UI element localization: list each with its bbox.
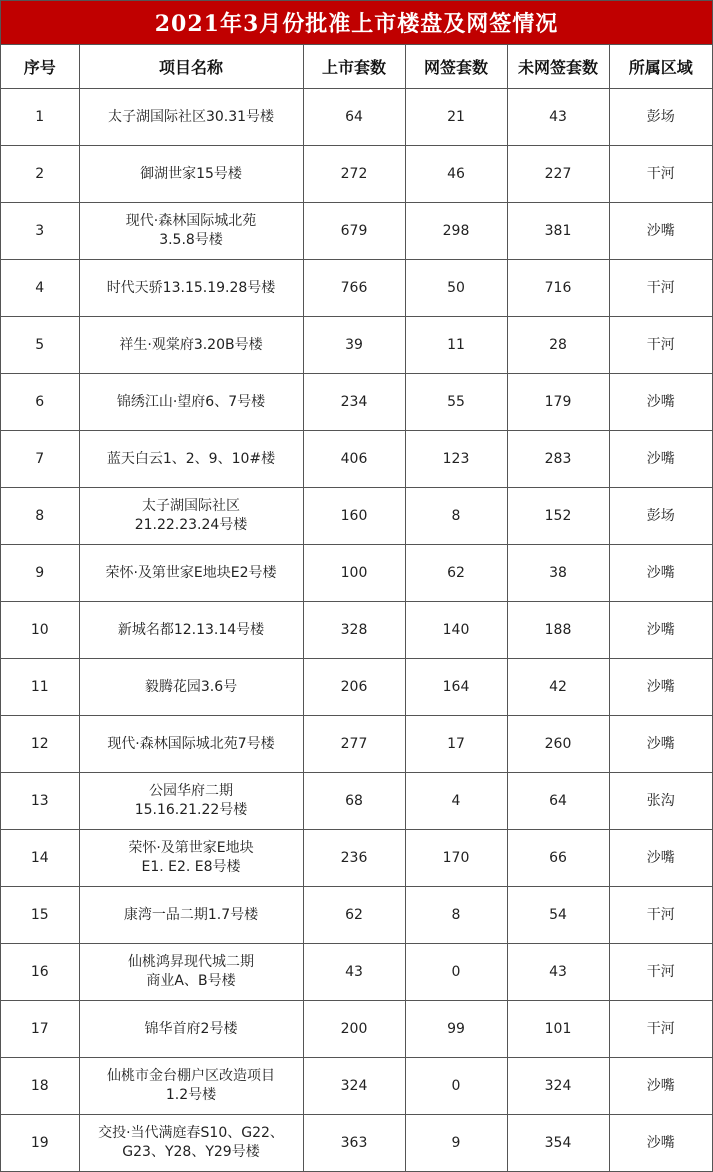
cell-index: 17 — [1, 1001, 79, 1058]
cell-unsigned-units: 54 — [507, 887, 609, 944]
header-district: 所属区域 — [609, 45, 712, 89]
cell-index: 18 — [1, 1058, 79, 1115]
cell-listed-units: 206 — [303, 659, 405, 716]
header-project-name: 项目名称 — [79, 45, 303, 89]
table-row — [1, 887, 712, 944]
cell-project-name: 现代·森林国际城北苑7号楼 — [79, 716, 303, 773]
cell-listed-units: 39 — [303, 317, 405, 374]
cell-unsigned-units: 101 — [507, 1001, 609, 1058]
cell-unsigned-units: 188 — [507, 602, 609, 659]
cell-index: 19 — [1, 1115, 79, 1172]
cell-index: 7 — [1, 431, 79, 488]
table-row — [1, 260, 712, 317]
cell-listed-units: 236 — [303, 830, 405, 887]
cell-district: 干河 — [609, 887, 712, 944]
cell-project-name: 蓝天白云1、2、9、10#楼 — [79, 431, 303, 488]
cell-district: 沙嘴 — [609, 1058, 712, 1115]
cell-unsigned-units: 28 — [507, 317, 609, 374]
table-row — [1, 488, 712, 545]
cell-listed-units: 100 — [303, 545, 405, 602]
cell-unsigned-units: 43 — [507, 944, 609, 1001]
cell-listed-units: 160 — [303, 488, 405, 545]
cell-index: 15 — [1, 887, 79, 944]
cell-unsigned-units: 260 — [507, 716, 609, 773]
cell-index: 11 — [1, 659, 79, 716]
table-body — [1, 89, 712, 1172]
cell-district: 沙嘴 — [609, 203, 712, 260]
cell-project-name: 太子湖国际社区30.31号楼 — [79, 89, 303, 146]
cell-index: 14 — [1, 830, 79, 887]
cell-district: 干河 — [609, 944, 712, 1001]
cell-project-name: 御湖世家15号楼 — [79, 146, 303, 203]
cell-signed-units: 99 — [405, 1001, 507, 1058]
cell-unsigned-units: 381 — [507, 203, 609, 260]
cell-unsigned-units: 66 — [507, 830, 609, 887]
cell-listed-units: 679 — [303, 203, 405, 260]
table-row — [1, 716, 712, 773]
cell-index: 3 — [1, 203, 79, 260]
cell-index: 2 — [1, 146, 79, 203]
cell-unsigned-units: 179 — [507, 374, 609, 431]
cell-district: 干河 — [609, 146, 712, 203]
cell-district: 沙嘴 — [609, 545, 712, 602]
cell-listed-units: 62 — [303, 887, 405, 944]
header-unsigned-units: 未网签套数 — [507, 45, 609, 89]
cell-signed-units: 170 — [405, 830, 507, 887]
cell-project-name: 祥生·观棠府3.20B号楼 — [79, 317, 303, 374]
cell-index: 6 — [1, 374, 79, 431]
cell-index: 8 — [1, 488, 79, 545]
cell-signed-units: 9 — [405, 1115, 507, 1172]
cell-district: 沙嘴 — [609, 602, 712, 659]
cell-index: 1 — [1, 89, 79, 146]
cell-listed-units: 766 — [303, 260, 405, 317]
cell-district: 彭场 — [609, 89, 712, 146]
cell-signed-units: 123 — [405, 431, 507, 488]
cell-listed-units: 200 — [303, 1001, 405, 1058]
header-signed-units: 网签套数 — [405, 45, 507, 89]
cell-district: 沙嘴 — [609, 1115, 712, 1172]
cell-signed-units: 21 — [405, 89, 507, 146]
cell-index: 4 — [1, 260, 79, 317]
cell-signed-units: 55 — [405, 374, 507, 431]
cell-project-name: 现代·森林国际城北苑 3.5.8号楼 — [79, 203, 303, 260]
cell-district: 沙嘴 — [609, 431, 712, 488]
cell-listed-units: 324 — [303, 1058, 405, 1115]
cell-signed-units: 164 — [405, 659, 507, 716]
cell-unsigned-units: 716 — [507, 260, 609, 317]
cell-signed-units: 4 — [405, 773, 507, 830]
table-row — [1, 374, 712, 431]
cell-listed-units: 363 — [303, 1115, 405, 1172]
cell-index: 16 — [1, 944, 79, 1001]
cell-project-name: 锦华首府2号楼 — [79, 1001, 303, 1058]
header-index: 序号 — [1, 45, 79, 89]
cell-project-name: 时代天骄13.15.19.28号楼 — [79, 260, 303, 317]
cell-listed-units: 272 — [303, 146, 405, 203]
table-row — [1, 1115, 712, 1172]
cell-district: 彭场 — [609, 488, 712, 545]
cell-district: 沙嘴 — [609, 716, 712, 773]
cell-project-name: 荣怀·及第世家E地块E2号楼 — [79, 545, 303, 602]
cell-signed-units: 0 — [405, 1058, 507, 1115]
table-row — [1, 317, 712, 374]
cell-signed-units: 50 — [405, 260, 507, 317]
cell-unsigned-units: 324 — [507, 1058, 609, 1115]
cell-unsigned-units: 43 — [507, 89, 609, 146]
table-row — [1, 773, 712, 830]
cell-unsigned-units: 227 — [507, 146, 609, 203]
cell-project-name: 荣怀·及第世家E地块 E1. E2. E8号楼 — [79, 830, 303, 887]
cell-listed-units: 68 — [303, 773, 405, 830]
listing-table — [1, 45, 712, 1171]
cell-signed-units: 298 — [405, 203, 507, 260]
cell-project-name: 太子湖国际社区 21.22.23.24号楼 — [79, 488, 303, 545]
header-row — [1, 45, 712, 89]
table-row — [1, 602, 712, 659]
cell-district: 沙嘴 — [609, 830, 712, 887]
cell-signed-units: 8 — [405, 887, 507, 944]
cell-project-name: 公园华府二期 15.16.21.22号楼 — [79, 773, 303, 830]
cell-unsigned-units: 38 — [507, 545, 609, 602]
cell-district: 沙嘴 — [609, 374, 712, 431]
cell-district: 干河 — [609, 260, 712, 317]
cell-district: 沙嘴 — [609, 659, 712, 716]
cell-project-name: 仙桃市金台棚户区改造项目 1.2号楼 — [79, 1058, 303, 1115]
cell-district: 干河 — [609, 317, 712, 374]
cell-listed-units: 64 — [303, 89, 405, 146]
table-row — [1, 830, 712, 887]
table-row — [1, 1058, 712, 1115]
table-row — [1, 659, 712, 716]
cell-listed-units: 43 — [303, 944, 405, 1001]
cell-unsigned-units: 152 — [507, 488, 609, 545]
table-row — [1, 89, 712, 146]
cell-project-name: 新城名都12.13.14号楼 — [79, 602, 303, 659]
cell-unsigned-units: 42 — [507, 659, 609, 716]
cell-index: 5 — [1, 317, 79, 374]
cell-index: 9 — [1, 545, 79, 602]
table-row — [1, 545, 712, 602]
cell-unsigned-units: 283 — [507, 431, 609, 488]
cell-index: 10 — [1, 602, 79, 659]
cell-listed-units: 277 — [303, 716, 405, 773]
table-row — [1, 203, 712, 260]
cell-signed-units: 8 — [405, 488, 507, 545]
table-row — [1, 146, 712, 203]
cell-signed-units: 0 — [405, 944, 507, 1001]
cell-project-name: 仙桃鸿昇现代城二期 商业A、B号楼 — [79, 944, 303, 1001]
cell-signed-units: 17 — [405, 716, 507, 773]
cell-signed-units: 140 — [405, 602, 507, 659]
cell-listed-units: 406 — [303, 431, 405, 488]
cell-listed-units: 234 — [303, 374, 405, 431]
cell-signed-units: 46 — [405, 146, 507, 203]
cell-project-name: 康湾一品二期1.7号楼 — [79, 887, 303, 944]
table-row — [1, 431, 712, 488]
header-listed-units: 上市套数 — [303, 45, 405, 89]
table-row — [1, 944, 712, 1001]
cell-index: 13 — [1, 773, 79, 830]
cell-project-name: 毅腾花园3.6号 — [79, 659, 303, 716]
cell-project-name: 交投·当代满庭春S10、G22、 G23、Y28、Y29号楼 — [79, 1115, 303, 1172]
cell-project-name: 锦绣江山·望府6、7号楼 — [79, 374, 303, 431]
cell-district: 干河 — [609, 1001, 712, 1058]
cell-index: 12 — [1, 716, 79, 773]
cell-signed-units: 62 — [405, 545, 507, 602]
cell-unsigned-units: 354 — [507, 1115, 609, 1172]
cell-listed-units: 328 — [303, 602, 405, 659]
cell-unsigned-units: 64 — [507, 773, 609, 830]
table-row — [1, 1001, 712, 1058]
cell-district: 张沟 — [609, 773, 712, 830]
table-title: 2021年3月份批准上市楼盘及网签情况 — [1, 1, 712, 45]
cell-signed-units: 11 — [405, 317, 507, 374]
